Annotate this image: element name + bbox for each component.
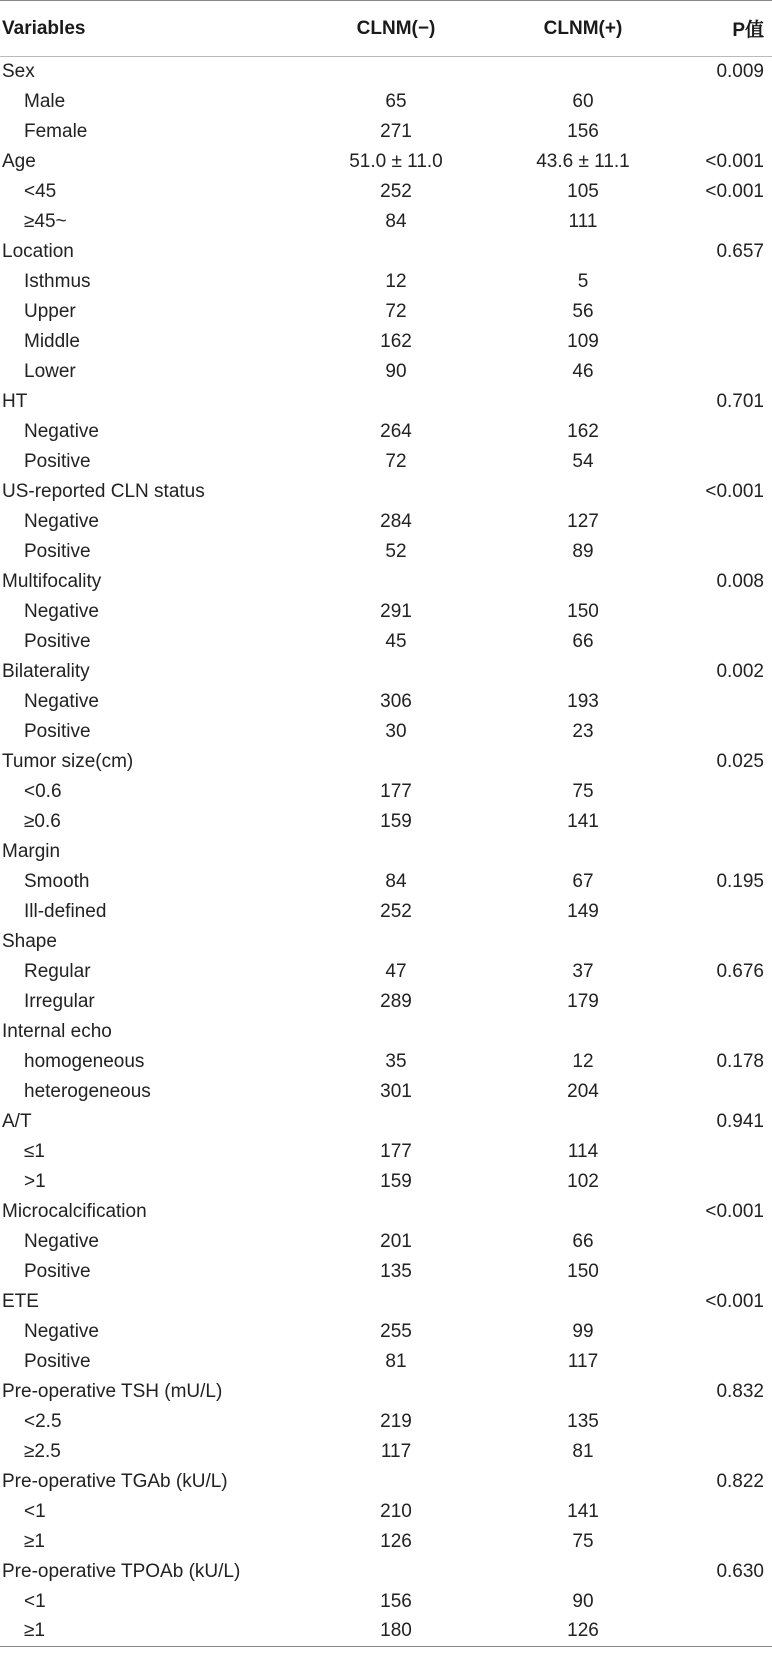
table-row: [0, 1497, 772, 1527]
cell-clnm-positive: 60: [572, 90, 594, 112]
cell-clnm-negative: 252: [380, 900, 412, 922]
cell-clnm-negative: 12: [385, 270, 407, 292]
cell-variable: ≥2.5: [24, 1440, 61, 1462]
cell-variable: Pre-operative TGAb (kU/L): [2, 1470, 228, 1492]
cell-clnm-negative: [300, 1467, 492, 1497]
cell-clnm-negative: 84: [385, 210, 407, 232]
cell-clnm-positive: 99: [572, 1320, 594, 1342]
cell-clnm-negative: 210: [380, 1500, 412, 1522]
table-row: [0, 597, 772, 627]
cell-clnm-positive: 117: [567, 1350, 599, 1372]
cell-p-value: [674, 1437, 772, 1467]
cell-clnm-negative: 291: [380, 600, 412, 622]
cell-clnm-negative: [300, 657, 492, 687]
cell-p-value: [674, 537, 772, 567]
cell-clnm-positive: 12: [572, 1050, 594, 1072]
table-row: [0, 1047, 772, 1077]
table-row: [0, 687, 772, 717]
cell-clnm-negative: 177: [380, 780, 412, 802]
cell-p-value: 0.009: [716, 60, 764, 82]
header-row: [0, 1, 772, 57]
cell-clnm-positive: 114: [567, 1140, 599, 1162]
cell-variable: Isthmus: [24, 270, 91, 292]
cell-clnm-positive: [492, 1377, 674, 1407]
cell-clnm-positive: 89: [572, 540, 594, 562]
table-group-row: [0, 1107, 772, 1137]
cell-variable: Negative: [24, 1320, 99, 1342]
table-row: [0, 867, 772, 897]
cell-variable: >1: [24, 1170, 46, 1192]
cell-p-value: 0.630: [716, 1560, 764, 1582]
cell-p-value: [674, 597, 772, 627]
cell-clnm-positive: 105: [567, 180, 599, 202]
cell-p-value: [674, 1497, 772, 1527]
table-group-row: [0, 477, 772, 507]
cell-clnm-negative: 306: [380, 690, 412, 712]
cell-clnm-negative: [300, 1197, 492, 1227]
cell-clnm-negative: [300, 1377, 492, 1407]
cell-clnm-positive: 156: [567, 120, 599, 142]
cell-clnm-positive: 67: [572, 870, 594, 892]
cell-clnm-negative: 156: [380, 1590, 412, 1612]
cell-clnm-positive: 81: [572, 1440, 594, 1462]
cell-clnm-negative: [300, 747, 492, 777]
cell-variable: Lower: [24, 360, 76, 382]
cell-clnm-positive: [492, 387, 674, 417]
cell-variable: Negative: [24, 600, 99, 622]
cell-clnm-positive: 150: [567, 600, 599, 622]
table-group-row: [0, 147, 772, 177]
cell-clnm-negative: 271: [380, 120, 412, 142]
cell-clnm-negative: 126: [380, 1530, 412, 1552]
header-clnm-positive: CLNM(+): [492, 1, 674, 57]
table-row: [0, 537, 772, 567]
cell-p-value: [674, 87, 772, 117]
cell-variable: Age: [2, 150, 36, 172]
table-row: [0, 1227, 772, 1257]
cell-clnm-negative: 90: [385, 360, 407, 382]
cell-clnm-positive: [492, 1557, 674, 1587]
cell-p-value: [674, 297, 772, 327]
header-clnm-negative: CLNM(−): [300, 1, 492, 57]
cell-p-value: [674, 1587, 772, 1617]
cell-clnm-positive: 150: [567, 1260, 599, 1282]
cell-p-value: [674, 807, 772, 837]
table-row: [0, 357, 772, 387]
cell-variable: <45: [24, 180, 57, 202]
table-body: [0, 57, 772, 1647]
cell-clnm-positive: [492, 1017, 674, 1047]
cell-clnm-negative: 252: [380, 180, 412, 202]
cell-variable: Irregular: [24, 990, 95, 1012]
cell-variable: Female: [24, 120, 88, 142]
cell-clnm-negative: 51.0 ± 11.0: [349, 150, 443, 172]
cell-variable: Male: [24, 90, 66, 112]
cell-p-value: 0.657: [716, 240, 764, 262]
cell-clnm-positive: 126: [492, 1617, 674, 1647]
cell-variable: <1: [24, 1500, 46, 1522]
cell-clnm-positive: 109: [567, 330, 599, 352]
cell-p-value: [674, 357, 772, 387]
cell-p-value: [674, 897, 772, 927]
cell-clnm-negative: 180: [300, 1617, 492, 1647]
cell-clnm-positive: [492, 837, 674, 867]
table-group-row: [0, 657, 772, 687]
cell-clnm-positive: 66: [572, 630, 594, 652]
cell-variable: Regular: [24, 960, 91, 982]
cell-clnm-positive: [492, 1107, 674, 1137]
cell-clnm-positive: [492, 657, 674, 687]
cell-p-value: [674, 117, 772, 147]
cell-clnm-negative: 117: [380, 1440, 412, 1462]
table-row: [0, 1257, 772, 1287]
cell-clnm-positive: [492, 747, 674, 777]
cell-clnm-positive: 5: [577, 270, 589, 292]
cell-clnm-negative: 289: [380, 990, 412, 1012]
table-row: [0, 1137, 772, 1167]
cell-clnm-positive: 66: [572, 1230, 594, 1252]
cell-clnm-negative: [300, 1017, 492, 1047]
cell-clnm-negative: [300, 57, 492, 87]
cell-clnm-negative: 301: [380, 1080, 412, 1102]
cell-clnm-positive: 149: [567, 900, 599, 922]
header-p-value: P值: [674, 1, 772, 57]
cell-clnm-negative: 162: [380, 330, 412, 352]
cell-clnm-negative: 255: [380, 1320, 412, 1342]
cell-variable: Negative: [24, 1230, 99, 1252]
cell-clnm-positive: 179: [567, 990, 599, 1012]
cell-variable: Shape: [2, 930, 57, 952]
cell-p-value: [674, 1317, 772, 1347]
cell-p-value: [674, 1347, 772, 1377]
table-group-row: [0, 747, 772, 777]
cell-clnm-positive: [492, 237, 674, 267]
table-group-row: [0, 567, 772, 597]
cell-variable: <2.5: [24, 1410, 62, 1432]
cell-clnm-negative: [300, 1557, 492, 1587]
cell-variable: heterogeneous: [24, 1080, 151, 1102]
table-row: [0, 447, 772, 477]
cell-p-value: [674, 1527, 772, 1557]
table-header: [0, 1, 772, 57]
cell-variable: ≤1: [24, 1140, 45, 1162]
cell-clnm-positive: 43.6 ± 11.1: [536, 150, 630, 172]
cell-clnm-negative: [300, 477, 492, 507]
table-row: [0, 507, 772, 537]
cell-clnm-positive: 23: [572, 720, 594, 742]
cell-clnm-negative: 84: [385, 870, 407, 892]
table-row: [0, 717, 772, 747]
table-group-row: [0, 57, 772, 87]
cell-variable: Sex: [2, 60, 35, 82]
table-row: [0, 1527, 772, 1557]
table-group-row: [0, 837, 772, 867]
cell-clnm-positive: [492, 927, 674, 957]
cell-p-value: [674, 417, 772, 447]
cell-variable: Margin: [2, 840, 61, 862]
cell-p-value: [674, 327, 772, 357]
cell-variable: ≥1: [24, 1530, 45, 1552]
cell-variable: Negative: [24, 420, 99, 442]
cell-clnm-negative: 177: [380, 1140, 412, 1162]
cell-clnm-positive: [492, 1287, 674, 1317]
cell-clnm-positive: 90: [572, 1590, 594, 1612]
cell-clnm-positive: 127: [567, 510, 599, 532]
table-row: [0, 1437, 772, 1467]
cell-clnm-negative: 65: [385, 90, 407, 112]
cell-variable: Ill-defined: [24, 900, 107, 922]
cell-variable: Internal echo: [2, 1020, 112, 1042]
cell-p-value: [674, 507, 772, 537]
table-row: [0, 807, 772, 837]
table-row: [0, 417, 772, 447]
table-group-row: [0, 1197, 772, 1227]
cell-p-value: 0.178: [716, 1050, 764, 1072]
cell-clnm-negative: [300, 387, 492, 417]
cell-p-value: <0.001: [705, 1200, 764, 1222]
cell-clnm-negative: [300, 567, 492, 597]
cell-clnm-negative: 45: [385, 630, 407, 652]
cell-p-value: [674, 687, 772, 717]
cell-p-value: 0.002: [716, 660, 764, 682]
cell-clnm-negative: 72: [385, 450, 407, 472]
cell-variable: ETE: [2, 1290, 39, 1312]
cell-p-value: [674, 447, 772, 477]
cell-clnm-negative: [300, 1287, 492, 1317]
table-row: [0, 627, 772, 657]
cell-variable: US-reported CLN status: [2, 480, 205, 502]
table-row: [0, 207, 772, 237]
cell-clnm-positive: [492, 57, 674, 87]
table-group-row: [0, 1467, 772, 1497]
cell-variable: ≥0.6: [24, 810, 61, 832]
cell-clnm-negative: 135: [380, 1260, 412, 1282]
cell-clnm-positive: 56: [572, 300, 594, 322]
cell-variable: ≥1: [0, 1617, 300, 1647]
table-row: [0, 1407, 772, 1437]
cell-p-value: 0.008: [716, 570, 764, 592]
table-row: [0, 177, 772, 207]
table-group-row: [0, 1017, 772, 1047]
cell-clnm-positive: 46: [572, 360, 594, 382]
cell-variable: Positive: [24, 1350, 91, 1372]
table-row: [0, 87, 772, 117]
table-group-row: [0, 927, 772, 957]
cell-variable: Positive: [24, 450, 91, 472]
cell-variable: Pre-operative TSH (mU/L): [2, 1380, 223, 1402]
cell-variable: <0.6: [24, 780, 62, 802]
cell-clnm-positive: 141: [567, 1500, 599, 1522]
cell-clnm-positive: 135: [567, 1410, 599, 1432]
cell-variable: HT: [2, 390, 28, 412]
cell-p-value: <0.001: [705, 480, 764, 502]
cell-p-value: 0.025: [716, 750, 764, 772]
table-row: [0, 987, 772, 1017]
table-row: [0, 1347, 772, 1377]
cell-clnm-negative: 159: [380, 1170, 412, 1192]
cell-variable: <1: [24, 1590, 46, 1612]
cell-clnm-positive: [492, 567, 674, 597]
table-row: [0, 1167, 772, 1197]
cell-p-value: [674, 1227, 772, 1257]
cell-clnm-positive: [492, 1467, 674, 1497]
cell-clnm-negative: 52: [385, 540, 407, 562]
cell-clnm-positive: 193: [567, 690, 599, 712]
table-row: [0, 1587, 772, 1617]
cell-clnm-negative: 159: [380, 810, 412, 832]
cell-clnm-positive: 111: [568, 210, 598, 232]
cell-clnm-positive: 54: [572, 450, 594, 472]
header-variables: Variables: [0, 1, 300, 57]
cell-clnm-positive: 204: [567, 1080, 599, 1102]
cell-clnm-negative: [300, 927, 492, 957]
table-row: [0, 117, 772, 147]
cell-p-value: [674, 207, 772, 237]
table-row: [0, 777, 772, 807]
cell-p-value: 0.822: [716, 1470, 764, 1492]
cell-clnm-positive: 141: [567, 810, 599, 832]
table-group-row: [0, 1287, 772, 1317]
cell-p-value: [674, 267, 772, 297]
table-row: [0, 297, 772, 327]
cell-p-value: 0.832: [716, 1380, 764, 1402]
cell-p-value: [674, 1617, 772, 1647]
cell-variable: Positive: [24, 720, 91, 742]
cell-variable: A/T: [2, 1110, 32, 1132]
cell-p-value: <0.001: [705, 1290, 764, 1312]
table-row: [0, 897, 772, 927]
cell-p-value: [674, 927, 772, 957]
table-row: [0, 957, 772, 987]
table-row: [0, 327, 772, 357]
cell-p-value: [674, 837, 772, 867]
table-row: [0, 1617, 772, 1647]
cell-clnm-negative: 284: [380, 510, 412, 532]
cell-clnm-negative: 30: [385, 720, 407, 742]
cell-clnm-negative: [300, 1107, 492, 1137]
table-row: [0, 267, 772, 297]
table-group-row: [0, 1557, 772, 1587]
cell-variable: Location: [2, 240, 74, 262]
cell-variable: Negative: [24, 510, 99, 532]
cell-p-value: [674, 1017, 772, 1047]
cell-clnm-negative: [300, 237, 492, 267]
cell-p-value: [674, 1137, 772, 1167]
table-group-row: [0, 237, 772, 267]
cell-variable: Pre-operative TPOAb (kU/L): [2, 1560, 241, 1582]
cell-variable: Bilaterality: [2, 660, 90, 682]
cell-p-value: [674, 1407, 772, 1437]
cell-variable: Multifocality: [2, 570, 102, 592]
cell-p-value: <0.001: [705, 150, 764, 172]
cell-variable: Smooth: [24, 870, 90, 892]
cell-clnm-positive: [492, 1197, 674, 1227]
cell-clnm-negative: 72: [385, 300, 407, 322]
cell-clnm-positive: 37: [572, 960, 594, 982]
cell-variable: homogeneous: [24, 1050, 145, 1072]
cell-clnm-negative: 219: [380, 1410, 412, 1432]
cell-clnm-positive: 75: [572, 1530, 594, 1552]
cell-clnm-negative: 264: [380, 420, 412, 442]
cell-variable: Microcalcification: [2, 1200, 147, 1222]
cell-p-value: [674, 1167, 772, 1197]
cell-variable: Negative: [24, 690, 99, 712]
cell-clnm-negative: 201: [380, 1230, 412, 1252]
cell-p-value: [674, 1077, 772, 1107]
cell-p-value: 0.195: [716, 870, 764, 892]
cell-p-value: [674, 717, 772, 747]
table-row: [0, 1317, 772, 1347]
cell-p-value: <0.001: [705, 180, 764, 202]
cell-clnm-negative: 47: [385, 960, 407, 982]
cell-clnm-positive: 102: [567, 1170, 599, 1192]
cell-p-value: [674, 777, 772, 807]
cell-p-value: 0.701: [716, 390, 764, 412]
cell-p-value: [674, 987, 772, 1017]
cell-p-value: [674, 1257, 772, 1287]
cell-variable: Positive: [24, 1260, 91, 1282]
cell-variable: Positive: [24, 540, 91, 562]
cell-clnm-negative: [300, 837, 492, 867]
table-group-row: [0, 387, 772, 417]
cell-p-value: 0.676: [716, 960, 764, 982]
cell-clnm-negative: 35: [385, 1050, 407, 1072]
cell-variable: Positive: [24, 630, 91, 652]
table-row: [0, 1077, 772, 1107]
cell-clnm-negative: 81: [385, 1350, 407, 1372]
cell-clnm-positive: 75: [572, 780, 594, 802]
cell-variable: Middle: [24, 330, 80, 352]
cell-p-value: [674, 627, 772, 657]
cell-variable: Tumor size(cm): [2, 750, 134, 772]
cell-variable: ≥45~: [24, 210, 67, 232]
cell-p-value: 0.941: [716, 1110, 764, 1132]
cell-variable: Upper: [24, 300, 76, 322]
cell-clnm-positive: [492, 477, 674, 507]
table-group-row: [0, 1377, 772, 1407]
cell-clnm-positive: 162: [567, 420, 599, 442]
